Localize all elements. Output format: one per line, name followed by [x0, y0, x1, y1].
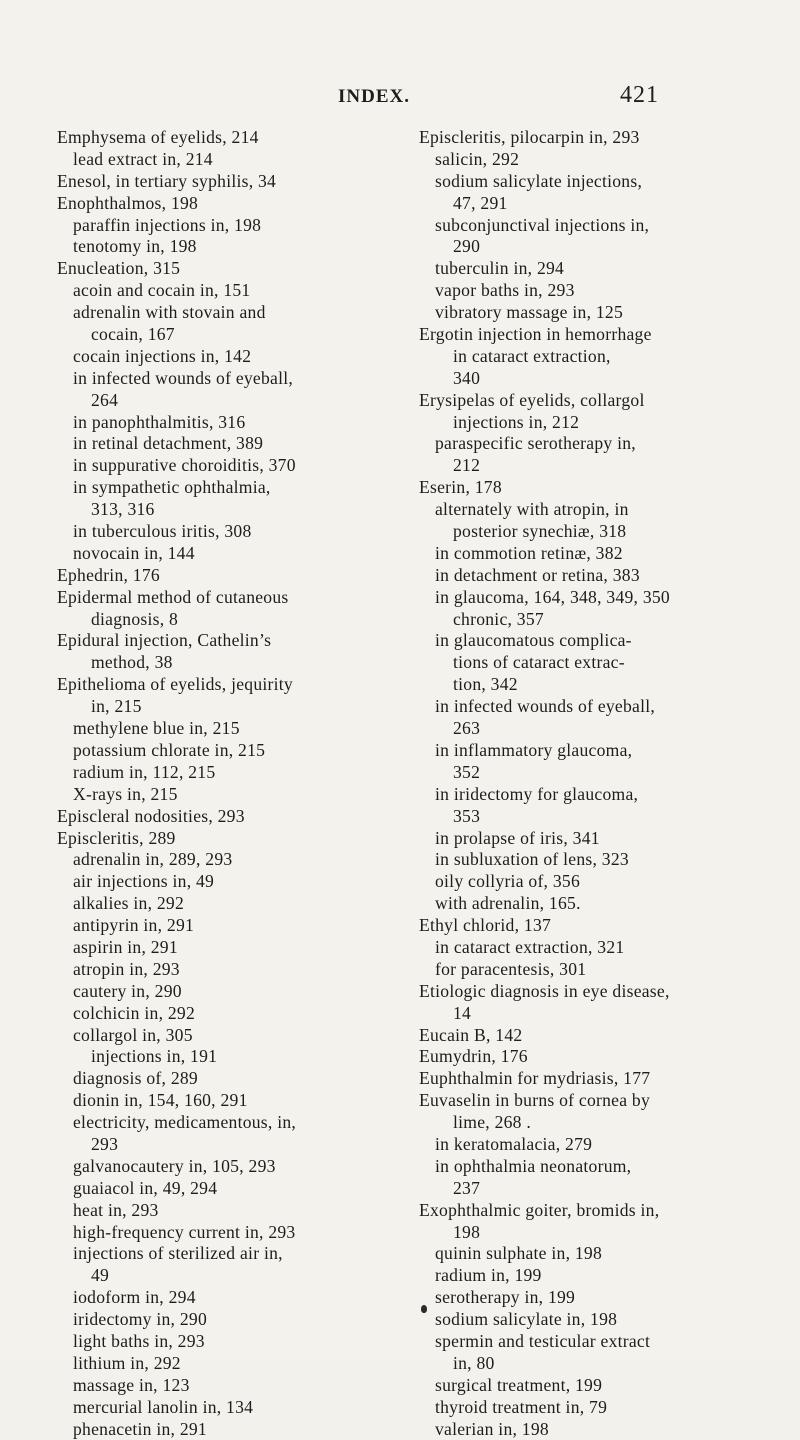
index-subentry: serotherapy in, 199: [435, 1287, 576, 1308]
index-subentry: in iridectomy for glaucoma,: [435, 783, 639, 804]
index-entry: Eserin, 178: [419, 477, 502, 498]
index-continuation: 293: [91, 1133, 119, 1154]
index-entry: Eucain B, 142: [419, 1024, 523, 1045]
index-subentry: electricity, medicamentous, in,: [73, 1112, 297, 1133]
index-subentry: in commotion retinæ, 382: [435, 542, 623, 563]
index-continuation: in, 215: [91, 696, 142, 717]
index-continuation: 264: [91, 389, 119, 410]
running-head: [0, 82, 800, 110]
index-entry: Epithelioma of eyelids, jequirity: [57, 674, 293, 695]
index-subentry: oily collyria of, 356: [435, 871, 580, 892]
index-continuation: 49: [91, 1265, 110, 1286]
index-subentry: sodium salicylate injections,: [435, 170, 643, 191]
index-subentry: massage in, 123: [73, 1374, 190, 1395]
index-continuation: 340: [453, 367, 481, 388]
index-subentry: in sympathetic ophthalmia,: [73, 477, 271, 498]
index-subentry: vibratory massage in, 125: [435, 302, 624, 323]
index-subentry: methylene blue in, 215: [73, 718, 240, 739]
index-continuation: diagnosis, 8: [91, 608, 179, 629]
index-subentry: iodoform in, 294: [73, 1287, 196, 1308]
index-entry: Epidermal method of cutaneous: [57, 586, 289, 607]
index-subentry: in subluxation of lens, 323: [435, 849, 629, 870]
index-column-left: [57, 127, 387, 1440]
index-subentry: in tuberculous iritis, 308: [73, 521, 252, 542]
index-subentry: atropin in, 293: [73, 958, 180, 979]
index-continuation: in, 80: [453, 1352, 495, 1373]
index-subentry: surgical treatment, 199: [435, 1374, 603, 1395]
index-entry: Ethyl chlorid, 137: [419, 915, 552, 936]
index-subentry: radium in, 112, 215: [73, 761, 216, 782]
index-continuation: tion, 342: [453, 674, 518, 695]
index-subentry: in suppurative choroiditis, 370: [73, 455, 296, 476]
index-subentry: cocain injections in, 142: [73, 345, 252, 366]
index-subentry: thyroid treatment in, 79: [435, 1396, 608, 1417]
index-subentry: in keratomalacia, 279: [435, 1133, 593, 1154]
index-subentry: dionin in, 154, 160, 291: [73, 1090, 248, 1111]
index-entry: Ephedrin, 176: [57, 564, 160, 585]
index-continuation: 237: [453, 1177, 481, 1198]
index-continuation: chronic, 357: [453, 608, 544, 629]
index-continuation: 198: [453, 1221, 481, 1242]
index-entry: Episcleritis, pilocarpin in, 293: [419, 127, 640, 147]
index-subentry: in infected wounds of eyeball,: [435, 696, 656, 717]
index-entry: Exophthalmic goiter, bromids in,: [419, 1199, 660, 1220]
index-continuation: 14: [453, 1002, 472, 1023]
index-subentry: lead extract in, 214: [73, 148, 213, 169]
index-entry: Enophthalmos, 198: [57, 192, 199, 213]
index-entry: Etiologic diagnosis in eye disease,: [419, 980, 670, 1001]
index-subentry: vapor baths in, 293: [435, 280, 575, 301]
index-continuation: cocain, 167: [91, 324, 175, 345]
index-continuation: 313, 316: [91, 499, 155, 520]
index-subentry: antipyrin in, 291: [73, 915, 195, 936]
index-subentry: iridectomy in, 290: [73, 1309, 207, 1330]
index-continuation: 353: [453, 805, 481, 826]
index-subentry: valerian in, 198: [435, 1418, 549, 1439]
index-subentry: X-rays in, 215: [73, 783, 178, 804]
index-continuation: posterior synechiæ, 318: [453, 521, 627, 542]
index-subentry: acoin and cocain in, 151: [73, 280, 251, 301]
index-subentry: in detachment or retina, 383: [435, 564, 640, 585]
index-subentry: tenotomy in, 198: [73, 236, 197, 257]
index-subentry: tuberculin in, 294: [435, 258, 565, 279]
index-continuation: 47, 291: [453, 192, 508, 213]
index-subentry: with adrenalin, 165.: [435, 893, 581, 914]
index-continuation: 212: [453, 455, 481, 476]
index-subentry: alternately with atropin, in: [435, 499, 629, 520]
index-entry: Enesol, in tertiary syphilis, 34: [57, 170, 277, 191]
index-subentry: high-frequency current in, 293: [73, 1221, 296, 1242]
index-entry: Episcleritis, 289: [57, 827, 176, 848]
index-subentry: galvanocautery in, 105, 293: [73, 1155, 276, 1176]
index-subentry: for paracentesis, 301: [435, 958, 587, 979]
index-subentry: potassium chlorate in, 215: [73, 739, 266, 760]
index-subentry: alkalies in, 292: [73, 893, 185, 914]
index-subentry: guaiacol in, 49, 294: [73, 1177, 218, 1198]
index-continuation: injections in, 191: [91, 1046, 218, 1067]
index-entry: Enucleation, 315: [57, 258, 181, 279]
index-subentry: sodium salicylate in, 198: [435, 1309, 618, 1330]
index-entry: Eumydrin, 176: [419, 1046, 528, 1067]
index-continuation: injections in, 212: [453, 411, 580, 432]
index-subentry: in retinal detachment, 389: [73, 433, 264, 454]
index-subentry: collargol in, 305: [73, 1024, 193, 1045]
index-subentry: heat in, 293: [73, 1199, 159, 1220]
index-subentry: paraspecific serotherapy in,: [435, 433, 636, 454]
index-subentry: paraffin injections in, 198: [73, 214, 262, 235]
index-continuation: tions of cataract extrac-: [453, 652, 625, 673]
index-subentry: colchicin in, 292: [73, 1002, 196, 1023]
index-subentry: air injections in, 49: [73, 871, 215, 892]
index-subentry: in cataract extraction, 321: [435, 936, 625, 957]
index-subentry: light baths in, 293: [73, 1330, 205, 1351]
index-continuation: lime, 268 .: [453, 1112, 532, 1133]
index-entry: Euvaselin in burns of cornea by: [419, 1090, 651, 1111]
index-subentry: in glaucomatous complica-: [435, 630, 632, 651]
index-subentry: cautery in, 290: [73, 980, 182, 1001]
index-subentry: spermin and testicular extract: [435, 1330, 651, 1351]
index-subentry: subconjunctival injections in,: [435, 214, 650, 235]
index-subentry: mercurial lanolin in, 134: [73, 1396, 254, 1417]
index-continuation: 263: [453, 718, 481, 739]
index-subentry: novocain in, 144: [73, 542, 195, 563]
index-subentry: in inflammatory glaucoma,: [435, 739, 633, 760]
index-entry: Epidural injection, Cathelin’s: [57, 630, 272, 651]
ink-spot: [421, 1305, 427, 1313]
index-subentry: in glaucoma, 164, 348, 349, 350: [435, 586, 670, 607]
index-entry: Episcleral nodosities, 293: [57, 805, 245, 826]
index-continuation: method, 38: [91, 652, 173, 673]
index-entry: Ergotin injection in hemorrhage: [419, 324, 652, 345]
index-entry: Euphthalmin for mydriasis, 177: [419, 1068, 651, 1089]
index-subentry: diagnosis of, 289: [73, 1068, 198, 1089]
index-subentry: injections of sterilized air in,: [73, 1243, 283, 1264]
index-continuation: 290: [453, 236, 481, 257]
index-subentry: in prolapse of iris, 341: [435, 827, 600, 848]
index-subentry: salicin, 292: [435, 148, 520, 169]
index-subentry: aspirin in, 291: [73, 936, 178, 957]
index-entry: Emphysema of eyelids, 214: [57, 127, 259, 147]
index-subentry: in ophthalmia neonatorum,: [435, 1155, 632, 1176]
index-subentry: quinin sulphate in, 198: [435, 1243, 603, 1264]
index-continuation: 352: [453, 761, 481, 782]
index-column-right: [419, 127, 754, 1440]
index-subentry: in panophthalmitis, 316: [73, 411, 246, 432]
index-subentry: in infected wounds of eyeball,: [73, 367, 294, 388]
index-subentry: adrenalin in, 289, 293: [73, 849, 233, 870]
index-subentry: phenacetin in, 291: [73, 1418, 207, 1439]
index-subentry: adrenalin with stovain and: [73, 302, 266, 323]
index-subentry: lithium in, 292: [73, 1352, 181, 1373]
index-continuation: in cataract extraction,: [453, 345, 611, 366]
page-number: 421: [620, 82, 659, 108]
page-title: INDEX.: [338, 86, 410, 107]
index-entry: Erysipelas of eyelids, collargol: [419, 389, 645, 410]
index-subentry: radium in, 199: [435, 1265, 542, 1286]
